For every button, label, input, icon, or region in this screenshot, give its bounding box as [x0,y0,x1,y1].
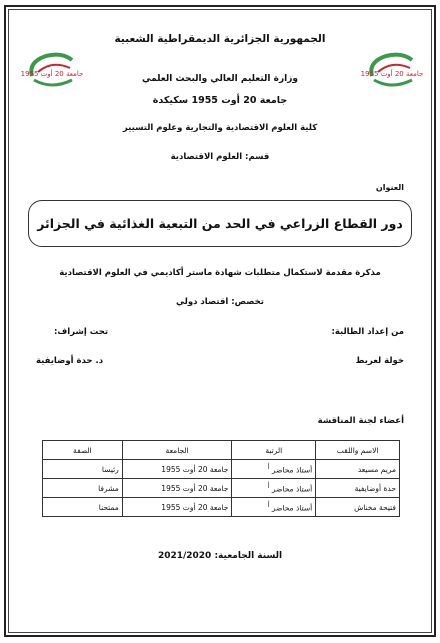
rank-title: أستاذ محاضر [271,503,313,513]
table-row [43,498,400,517]
jury-name: فتيحة مخناش [316,498,400,517]
jury-table [42,440,400,517]
header-university: الجامعة [122,441,232,460]
jury-name: مريم مسيعد [316,460,400,479]
logo-text-right: جامعة 20 أوت 1955 [360,70,424,78]
rank-grade: أ [267,501,270,509]
university-heading: جامعة 20 أوت 1955 سكيكدة [152,95,288,106]
jury-rank [232,479,316,498]
thesis-title-box [28,200,412,247]
university-logo-right [360,50,424,94]
student-name: خولة لعريط [355,356,404,366]
jury-university: جامعة 20 أوت 1955 [122,479,232,498]
jury-university: جامعة 20 أوت 1955 [122,460,232,479]
logo-text-left: جامعة 20 أوت 1955 [20,70,84,78]
jury-rank [232,498,316,517]
rank-title: أستاذ محاضر [271,484,313,494]
table-row [43,479,400,498]
jury-header-row [43,441,400,460]
rank-grade: أ [267,463,270,471]
jury-university: جامعة 20 أوت 1955 [122,498,232,517]
specialty-text: تخصص: اقتصاد دولي [176,297,264,307]
department-heading: قسم: العلوم الاقتصادية [170,152,270,162]
student-label: من إعداد الطالبة: [331,327,404,337]
university-logo-left [20,50,84,94]
supervisor-name: د. حدة أوضايفية [36,356,104,366]
rank-grade: أ [267,482,270,490]
table-row [43,460,400,479]
memo-description: مذكرة مقدمة لاستكمال متطلبات شهادة ماستر أكاديمي في العلوم الاقتصادية [59,268,381,278]
header-rank: الرتبة [232,441,316,460]
jury-label: أعضاء لجنة المناقشة [317,416,404,426]
ministry-heading: وزارة التعليم العالي والبحث العلمي [141,74,299,84]
supervisor-label: تحت إشراف: [54,327,109,337]
header-role: الصفة [43,441,123,460]
title-label: العنوان [375,183,404,192]
jury-role: مشرفا [43,479,123,498]
jury-role: رئيسا [43,460,123,479]
republic-heading: الجمهورية الجزائرية الديمقراطية الشعبية [114,33,326,45]
header-name: الاسم واللقب [316,441,400,460]
jury-name: حدة أوضايفية [316,479,400,498]
faculty-heading: كلية العلوم الاقتصادية والتجارية وعلوم التسيير [122,123,318,133]
jury-role: ممتحنا [43,498,123,517]
thesis-title: دور القطاع الزراعي في الحد من التبعية الغذائية في الجزائر [37,216,403,231]
academic-year: السنة الجامعية: 2021/2020 [157,551,283,561]
rank-title: أستاذ محاضر [271,465,313,475]
jury-rank [232,460,316,479]
